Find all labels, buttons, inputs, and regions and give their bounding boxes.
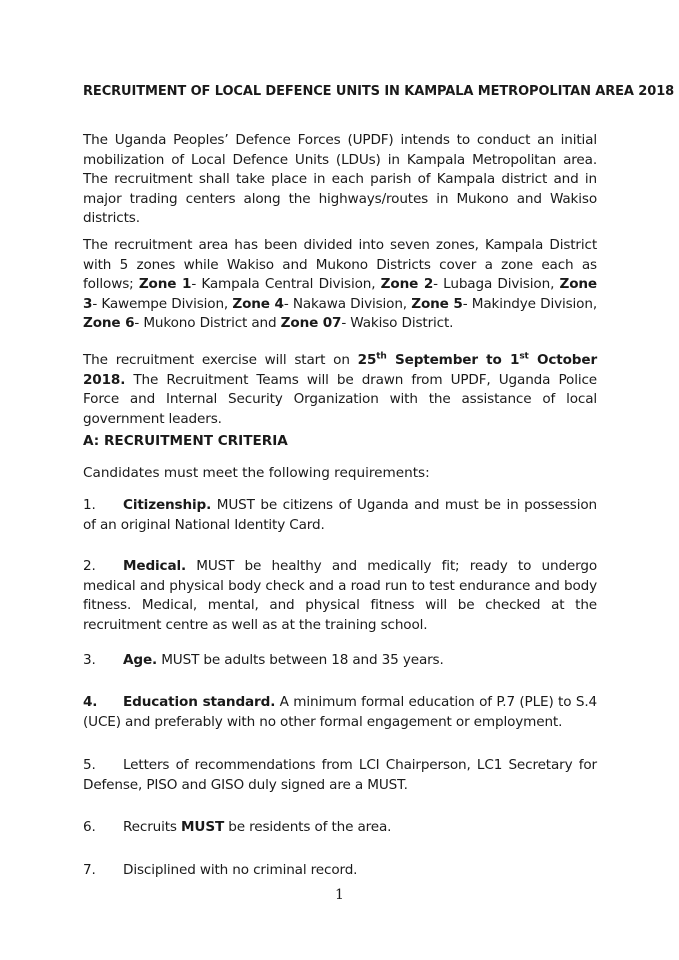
start-day-suffix: th xyxy=(376,351,387,362)
criteria-item xyxy=(83,861,597,881)
item-label: Age. xyxy=(123,652,158,668)
item-number: 6. xyxy=(83,819,96,835)
item-text: be residents of the area. xyxy=(224,819,392,835)
zones-intro-text: The recruitment area has been divided into seven zones, Kampala District with 5 zones while Wakiso and Mukono Districts cover a zone each as follows; xyxy=(83,237,597,293)
item-text: MUST be adults between 18 and 35 years. xyxy=(157,652,444,668)
zone-label: Zone 3 xyxy=(83,276,597,312)
end-day-suffix: st xyxy=(519,351,529,362)
criteria-item xyxy=(83,557,597,635)
item-number: 5. xyxy=(83,757,96,773)
item-label: MUST xyxy=(181,819,225,835)
zone-description: - Wakiso District. xyxy=(341,315,454,332)
date-range-text: September to 1 xyxy=(386,352,520,368)
item-number: 3. xyxy=(83,652,96,668)
item-label: Medical. xyxy=(123,558,186,574)
zone-label: Zone 1 xyxy=(138,276,192,293)
item-number: 7. xyxy=(83,862,96,878)
item-text: A minimum formal education of P.7 (PLE) to S.4 (UCE) and preferably with no other formal engagement or employment. xyxy=(83,694,598,730)
page-number: 1 xyxy=(335,887,344,903)
zone-label: Zone 5 xyxy=(411,295,463,312)
zones-paragraph xyxy=(83,236,597,334)
zone-label: Zone 2 xyxy=(380,276,434,293)
criteria-item xyxy=(83,693,597,732)
item-pre-text: Recruits xyxy=(123,819,182,835)
schedule-post-text: The Recruitment Teams will be drawn from UPDF, Uganda Police Force and Internal Security Organization with the assistance of local government leaders. xyxy=(83,371,597,427)
item-label: Education standard. xyxy=(123,694,276,710)
criteria-item xyxy=(83,651,597,671)
zone-label: Zone 4 xyxy=(232,295,284,312)
criteria-item xyxy=(83,756,597,795)
end-date-text: October 2018. xyxy=(83,352,598,388)
criteria-item xyxy=(83,818,597,838)
item-text: Letters of recommendations from LCI Chairperson, LC1 Secretary for Defense, PISO and GISO duly signed are a MUST. xyxy=(83,757,597,793)
zone-description: - Nakawa Division, xyxy=(283,295,412,312)
criteria-item xyxy=(83,496,597,535)
schedule-paragraph xyxy=(83,351,597,429)
item-text: MUST be healthy and medically fit; ready to undergo medical and physical body check and a road run to test endurance and body fitness. Medical, mental, and physical fitness will be checked at the recruitment centre as well as at the training school. xyxy=(83,558,597,633)
start-day: 25 xyxy=(357,352,377,368)
item-number: 2. xyxy=(83,558,96,574)
zone-description: - Kawempe Division, xyxy=(92,295,233,312)
item-number: 1. xyxy=(83,497,96,513)
intro-paragraph: The Uganda Peoples’ Defence Forces (UPDF) intends to conduct an initial mobilization of Local Defence Units (LDUs) in Kampala Metropolitan area. The recruitment shall take place in each parish of Kampala district and in major trading centers along the highways/routes in Mukono and Wakiso districts. xyxy=(83,132,597,227)
zone-description: - Mukono District and xyxy=(134,315,281,332)
zone-label: Zone 07 xyxy=(280,315,342,332)
item-text: MUST be citizens of Uganda and must be in possession of an original National Identity Card. xyxy=(83,497,597,533)
requirements-lead: Candidates must meet the following requirements: xyxy=(83,465,430,481)
item-text: Disciplined with no criminal record. xyxy=(123,862,358,878)
item-number: 4. xyxy=(83,694,98,710)
section-heading: A: RECRUITMENT CRITERIA xyxy=(83,433,288,449)
zone-label: Zone 6 xyxy=(83,315,135,332)
item-label: Citizenship. xyxy=(123,497,212,513)
document-title: RECRUITMENT OF LOCAL DEFENCE UNITS IN KAMPALA METROPOLITAN AREA 2018 xyxy=(83,84,675,99)
zone-description: - Makindye Division, xyxy=(462,295,597,312)
zone-description: - Kampala Central Division, xyxy=(191,276,381,293)
zone-description: - Lubaga Division, xyxy=(433,276,560,293)
schedule-pre-text: The recruitment exercise will start on xyxy=(83,352,358,368)
